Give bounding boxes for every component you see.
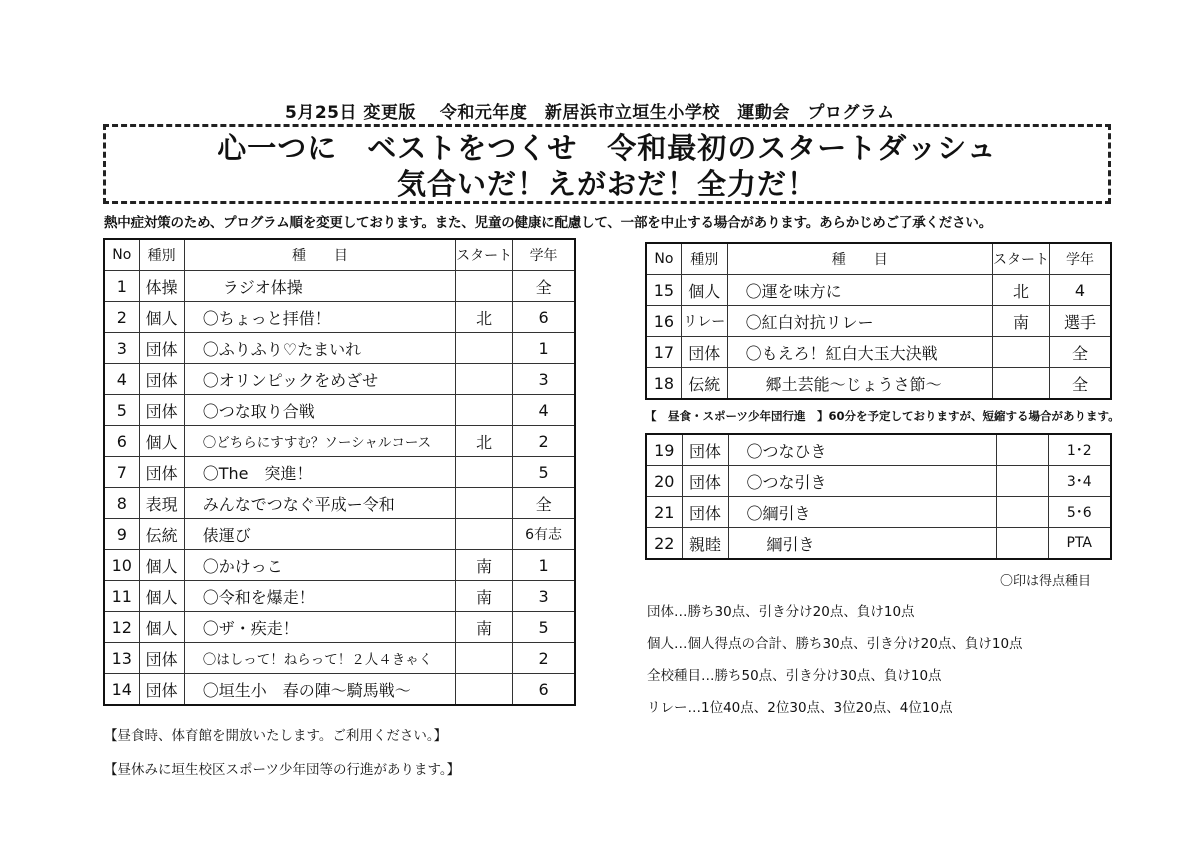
cell-grade: 全 <box>513 271 575 302</box>
table-row <box>646 306 1111 337</box>
cell-grade: 2 <box>513 426 575 457</box>
cell-no: 13 <box>104 643 139 674</box>
cell-grade: 4 <box>1049 275 1111 306</box>
table-row <box>104 674 575 706</box>
header-no: No <box>646 243 681 275</box>
cell-start <box>456 333 513 364</box>
scoring-rule: 団体…勝ち30点、引き分け20点、負け10点 <box>647 604 915 620</box>
cell-no: 18 <box>646 368 681 400</box>
table-row <box>104 333 575 364</box>
cell-type: 団体 <box>139 457 184 488</box>
cell-type: 団体 <box>681 337 727 368</box>
table-row <box>104 519 575 550</box>
cell-start <box>456 395 513 426</box>
table-row <box>104 643 575 674</box>
header-start: スタート <box>456 239 513 271</box>
cell-type: 伝統 <box>139 519 184 550</box>
cell-start <box>456 457 513 488</box>
slogan-box <box>103 124 1111 204</box>
scoring-rule: 全校種目…勝ち50点、引き分け30点、負け10点 <box>647 668 942 684</box>
cell-type: 個人 <box>139 612 184 643</box>
cell-start <box>996 528 1048 560</box>
cell-no: 1 <box>104 271 139 302</box>
cell-start: 南 <box>456 612 513 643</box>
cell-event: ラジオ体操 <box>184 271 455 302</box>
cell-event: 〇かけっこ <box>184 550 455 581</box>
cell-grade: PTA <box>1048 528 1111 560</box>
bottom-note: 【昼食時、体育館を開放いたします。ご利用ください。】 <box>104 728 448 744</box>
header-event: 種 目 <box>184 239 455 271</box>
cell-type: 団体 <box>139 364 184 395</box>
cell-event: 綱引き <box>728 528 996 560</box>
cell-grade: 4 <box>513 395 575 426</box>
cell-type: 団体 <box>682 497 728 528</box>
lunch-note: 【 昼食・スポーツ少年団行進 】60分を予定しておりますが、短縮する場合があります。 <box>645 409 1120 423</box>
header-type: 種別 <box>139 239 184 271</box>
table-row <box>104 488 575 519</box>
header-grade: 学年 <box>513 239 575 271</box>
cell-no: 9 <box>104 519 139 550</box>
cell-no: 8 <box>104 488 139 519</box>
cell-no: 19 <box>646 434 682 466</box>
cell-no: 16 <box>646 306 681 337</box>
cell-start <box>456 643 513 674</box>
cell-event: 〇どちらにすすむ？ソーシャルコース <box>184 426 455 457</box>
cell-no: 4 <box>104 364 139 395</box>
cell-no: 3 <box>104 333 139 364</box>
cell-start: 南 <box>992 306 1049 337</box>
cell-grade: 3 <box>513 364 575 395</box>
header-no: No <box>104 239 139 271</box>
cell-no: 22 <box>646 528 682 560</box>
cell-no: 5 <box>104 395 139 426</box>
cell-type: 個人 <box>681 275 727 306</box>
cell-event: 〇オリンピックをめざせ <box>184 364 455 395</box>
program-header: 5月25日 変更版 令和元年度 新居浜市立垣生小学校 運動会 プログラム <box>285 103 895 123</box>
table-row <box>104 612 575 643</box>
cell-grade: 3･4 <box>1048 466 1111 497</box>
cell-start: 北 <box>992 275 1049 306</box>
cell-event: 〇紅白対抗リレー <box>727 306 992 337</box>
cell-no: 11 <box>104 581 139 612</box>
cell-type: 個人 <box>139 302 184 333</box>
bottom-note: 【昼休みに垣生校区スポーツ少年団等の行進があります。】 <box>104 762 461 778</box>
program-table-right-1 <box>645 242 1112 400</box>
cell-type: 団体 <box>139 643 184 674</box>
cell-start <box>996 434 1048 466</box>
cell-event: 〇ふりふり♡たまいれ <box>184 333 455 364</box>
cell-start <box>456 519 513 550</box>
cell-grade: 1 <box>513 333 575 364</box>
cell-type: 親睦 <box>682 528 728 560</box>
cell-type: 団体 <box>682 434 728 466</box>
table-row <box>104 302 575 333</box>
cell-start <box>996 497 1048 528</box>
table-row <box>104 581 575 612</box>
slogan-line-1: 心一つに ベストをつくせ 令和最初のスタートダッシュ <box>217 131 997 165</box>
cell-no: 6 <box>104 426 139 457</box>
cell-grade: 選手 <box>1049 306 1111 337</box>
cell-start: 南 <box>456 581 513 612</box>
cell-type: 個人 <box>139 426 184 457</box>
cell-type: 団体 <box>682 466 728 497</box>
cell-no: 14 <box>104 674 139 706</box>
cell-start: 南 <box>456 550 513 581</box>
cell-event: 俵運び <box>184 519 455 550</box>
cell-event: 郷土芸能～じょうさ節～ <box>727 368 992 400</box>
cell-type: 団体 <box>139 395 184 426</box>
table-row <box>646 434 1111 466</box>
cell-start <box>992 368 1049 400</box>
cell-event: 〇運を味方に <box>727 275 992 306</box>
cell-grade: 全 <box>1049 368 1111 400</box>
cell-type: リレー <box>681 306 727 337</box>
cell-grade: 5 <box>513 457 575 488</box>
cell-grade: 6有志 <box>513 519 575 550</box>
heatstroke-notice: 熱中症対策のため、プログラム順を変更しております。また、児童の健康に配慮して、一部を中止する場合があります。あらかじめご了承ください。 <box>104 215 992 231</box>
scoring-rule: 個人…個人得点の合計、勝ち30点、引き分け20点、負け10点 <box>647 636 1023 652</box>
cell-start <box>996 466 1048 497</box>
cell-grade: 1 <box>513 550 575 581</box>
cell-start <box>992 337 1049 368</box>
cell-grade: 3 <box>513 581 575 612</box>
cell-event: 〇ザ・疾走！ <box>184 612 455 643</box>
table-row <box>646 497 1111 528</box>
scoring-rule: リレー…1位40点、2位30点、3位20点、4位10点 <box>647 700 953 716</box>
table-row <box>646 528 1111 560</box>
table-row <box>646 275 1111 306</box>
cell-event: 〇つな引き <box>728 466 996 497</box>
cell-no: 2 <box>104 302 139 333</box>
cell-type: 団体 <box>139 333 184 364</box>
cell-grade: 1･2 <box>1048 434 1111 466</box>
cell-event: 〇はしって！ねらって！２人４きゃく <box>184 643 455 674</box>
cell-grade: 2 <box>513 643 575 674</box>
cell-event: 〇もえろ！紅白大玉大決戦 <box>727 337 992 368</box>
table-row <box>104 395 575 426</box>
cell-event: 〇ちょっと拝借！ <box>184 302 455 333</box>
table-row <box>104 426 575 457</box>
slogan-line-2: 気合いだ！えがおだ！全力だ！ <box>396 167 817 201</box>
table-row <box>104 271 575 302</box>
cell-type: 表現 <box>139 488 184 519</box>
cell-no: 17 <box>646 337 681 368</box>
program-table-right-2 <box>645 433 1112 560</box>
cell-start: 北 <box>456 302 513 333</box>
table-row <box>646 466 1111 497</box>
cell-start: 北 <box>456 426 513 457</box>
cell-event: 〇The 突進！ <box>184 457 455 488</box>
cell-no: 15 <box>646 275 681 306</box>
cell-event: 〇垣生小 春の陣～騎馬戦～ <box>184 674 455 706</box>
header-grade: 学年 <box>1049 243 1111 275</box>
cell-grade: 5 <box>513 612 575 643</box>
cell-grade: 6 <box>513 302 575 333</box>
cell-grade: 全 <box>1049 337 1111 368</box>
cell-grade: 全 <box>513 488 575 519</box>
cell-event: 〇令和を爆走！ <box>184 581 455 612</box>
header-event: 種 目 <box>727 243 992 275</box>
cell-no: 20 <box>646 466 682 497</box>
cell-start <box>456 674 513 706</box>
cell-no: 7 <box>104 457 139 488</box>
cell-no: 21 <box>646 497 682 528</box>
cell-event: みんなでつなぐ平成ー令和 <box>184 488 455 519</box>
table-row <box>646 368 1111 400</box>
table-row <box>104 364 575 395</box>
cell-event: 〇綱引き <box>728 497 996 528</box>
cell-event: 〇つなひき <box>728 434 996 466</box>
program-table-left <box>103 238 576 706</box>
table-row <box>646 337 1111 368</box>
cell-type: 個人 <box>139 550 184 581</box>
cell-event: 〇つな取り合戦 <box>184 395 455 426</box>
table-header-row <box>104 239 575 271</box>
cell-start <box>456 364 513 395</box>
header-type: 種別 <box>681 243 727 275</box>
cell-grade: 5･6 <box>1048 497 1111 528</box>
header-start: スタート <box>992 243 1049 275</box>
cell-type: 体操 <box>139 271 184 302</box>
cell-start <box>456 271 513 302</box>
cell-type: 団体 <box>139 674 184 706</box>
cell-no: 10 <box>104 550 139 581</box>
table-header-row <box>646 243 1111 275</box>
cell-start <box>456 488 513 519</box>
scoring-legend: 〇印は得点種目 <box>1000 574 1092 589</box>
cell-no: 12 <box>104 612 139 643</box>
table-row <box>104 457 575 488</box>
cell-type: 伝統 <box>681 368 727 400</box>
cell-grade: 6 <box>513 674 575 706</box>
table-row <box>104 550 575 581</box>
cell-type: 個人 <box>139 581 184 612</box>
